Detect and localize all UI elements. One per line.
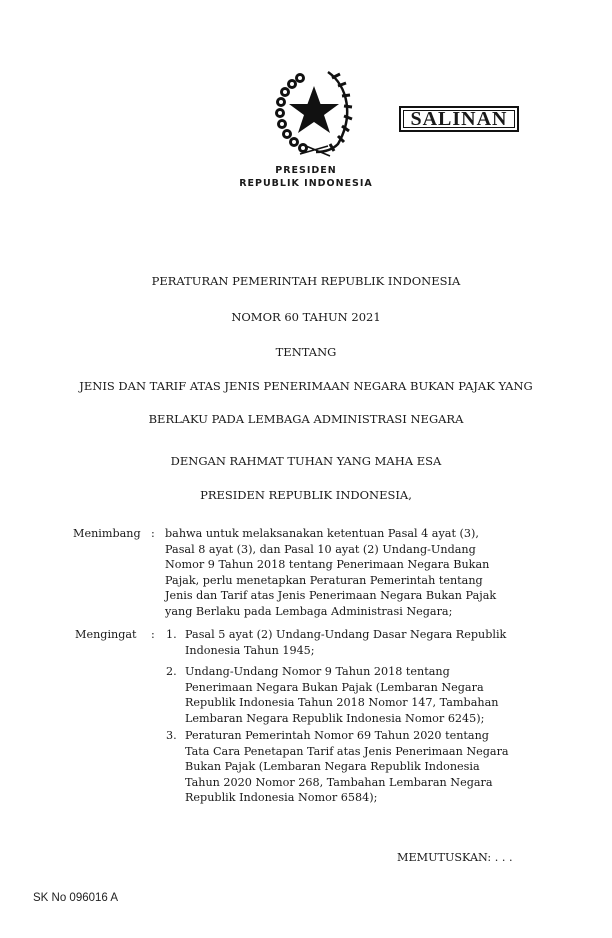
mengingat-item-line: Pasal 5 ayat (2) Undang-Undang Dasar Negara Republik <box>185 628 507 641</box>
mengingat-item-line: Lembaran Negara Republik Indonesia Nomor 6245); <box>185 711 485 725</box>
menimbang-line: bahwa untuk melaksanakan ketentuan Pasal 4 ayat (3), <box>165 527 479 540</box>
menimbang-line: yang Berlaku pada Lembaga Administrasi Negara; <box>165 604 453 618</box>
mengingat-colon: : <box>151 628 155 641</box>
issuer: PRESIDEN REPUBLIK INDONESIA, <box>200 488 412 502</box>
mengingat-item-line: Penerimaan Negara Bukan Pajak (Lembaran Negara <box>185 680 484 694</box>
office-title-line2: REPUBLIK INDONESIA <box>239 178 373 189</box>
salinan-stamp <box>399 106 519 132</box>
mengingat-item-line: Bukan Pajak (Lembaran Negara Republik Indonesia <box>185 760 480 773</box>
menimbang-line: Nomor 9 Tahun 2018 tentang Penerimaan Negara Bukan <box>165 558 490 571</box>
office-title-line1: PRESIDEN <box>275 165 337 176</box>
mengingat-item <box>185 664 545 726</box>
mengingat-item-line: Tahun 2020 Nomor 268, Tambahan Lembaran Negara <box>185 775 493 789</box>
regulation-subject-line1: JENIS DAN TARIF ATAS JENIS PENERIMAAN NEGARA BUKAN PAJAK YANG <box>79 379 533 393</box>
regulation-subject-line2: BERLAKU PADA LEMBAGA ADMINISTRASI NEGARA <box>148 412 464 426</box>
menimbang-text <box>165 526 546 619</box>
mengingat-item-number: 3. <box>166 729 177 742</box>
mengingat-label: Mengingat <box>75 628 137 641</box>
menimbang-line: Pajak, perlu menetapkan Peraturan Pemerintah tentang <box>165 573 483 587</box>
mengingat-item-line: Undang-Undang Nomor 9 Tahun 2018 tentang <box>185 665 450 678</box>
mengingat-item-line: Indonesia Tahun 1945; <box>185 643 315 657</box>
mengingat-item-line: Republik Indonesia Nomor 6584); <box>185 791 378 804</box>
garuda-star-wreath-emblem-icon <box>270 66 358 158</box>
mengingat-item-number: 2. <box>166 665 177 678</box>
mengingat-item <box>185 728 545 806</box>
document-serial-number: SK No 096016 A <box>33 892 119 904</box>
regulation-tentang: TENTANG <box>275 345 337 359</box>
mengingat-item-line: Tata Cara Penetapan Tarif atas Jenis Penerimaan Negara <box>185 744 509 758</box>
menimbang-line: Pasal 8 ayat (3), dan Pasal 10 ayat (2) Undang-Undang <box>165 542 476 556</box>
mengingat-item-line: Peraturan Pemerintah Nomor 69 Tahun 2020 tentang <box>185 729 489 742</box>
mengingat-item-number: 1. <box>166 628 177 641</box>
menimbang-label: Menimbang <box>73 527 141 540</box>
menimbang-line: Jenis dan Tarif atas Jenis Penerimaan Negara Bukan Pajak <box>165 589 497 602</box>
continuation-marker: MEMUTUSKAN: . . . <box>397 851 513 864</box>
regulation-type: PERATURAN PEMERINTAH REPUBLIK INDONESIA <box>151 274 461 288</box>
mengingat-item <box>185 627 545 658</box>
mengingat-item-line: Republik Indonesia Tahun 2018 Nomor 147, Tambahan <box>185 696 499 709</box>
salinan-label: SALINAN <box>410 107 508 130</box>
invocation: DENGAN RAHMAT TUHAN YANG MAHA ESA <box>170 454 442 468</box>
menimbang-colon: : <box>151 527 155 540</box>
regulation-number: NOMOR 60 TAHUN 2021 <box>231 310 381 324</box>
